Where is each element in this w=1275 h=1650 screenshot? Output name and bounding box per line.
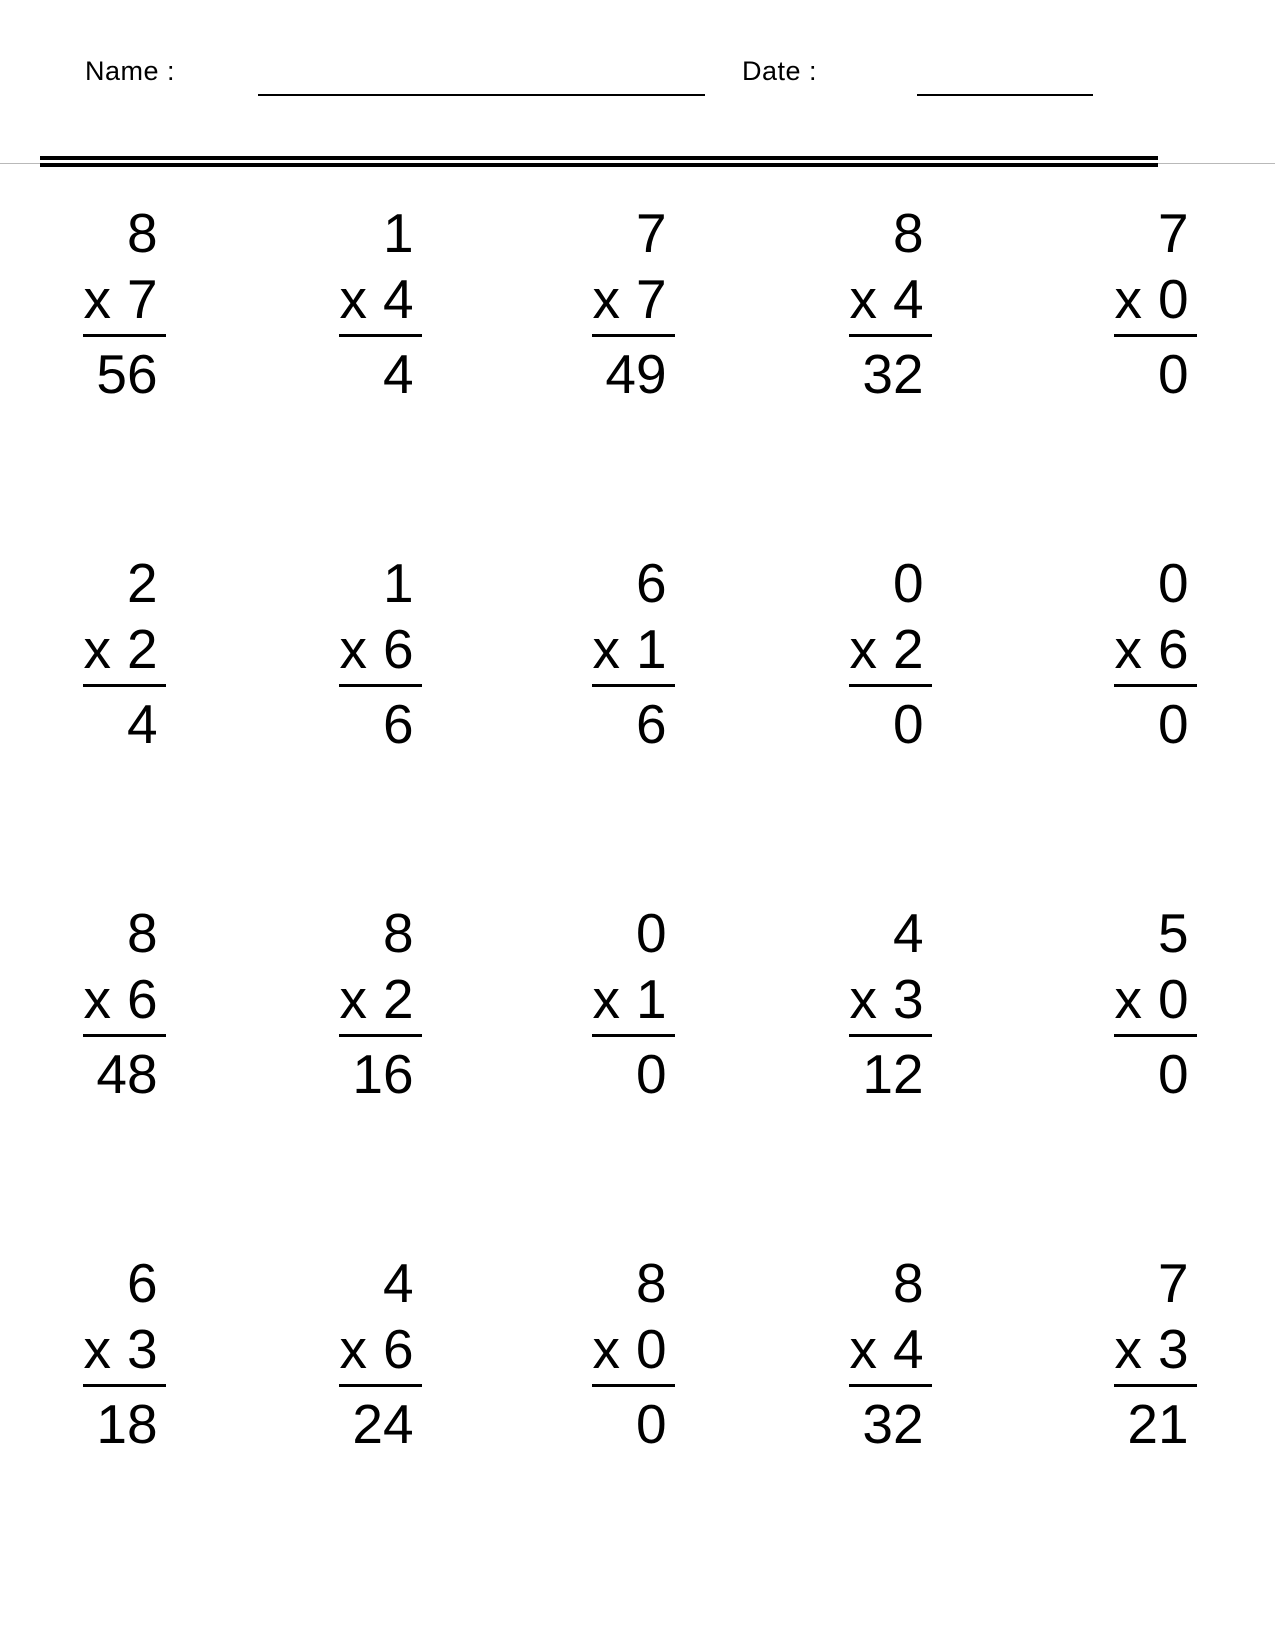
- problem-cell: [0, 900, 255, 1250]
- problem-cell: [1020, 200, 1275, 550]
- operator-and-multiplier: [1114, 966, 1196, 1037]
- operator-and-multiplier: [849, 966, 931, 1037]
- multiplication-problem: [592, 550, 674, 757]
- multiplier: 0: [1157, 268, 1189, 330]
- multiply-operator-icon: x: [592, 618, 620, 680]
- multiplier: 3: [126, 1318, 158, 1380]
- multiplicand: 7: [1157, 1252, 1189, 1314]
- multiplication-problem: [592, 200, 674, 407]
- operator-and-multiplier: [592, 966, 674, 1037]
- multiplication-problem: [83, 900, 165, 1107]
- product-answer[interactable]: 56: [96, 343, 158, 405]
- product-answer[interactable]: 0: [1157, 343, 1189, 405]
- problem-cell: [510, 200, 765, 550]
- problem-row: [0, 200, 1275, 550]
- date-label: Date :: [742, 56, 818, 86]
- multiplier: 3: [892, 968, 924, 1030]
- multiplier: 6: [126, 968, 158, 1030]
- multiplier: 1: [635, 968, 667, 1030]
- multiplicand: 4: [382, 1252, 414, 1314]
- product-answer[interactable]: 12: [862, 1043, 924, 1105]
- problem-cell: [255, 200, 510, 550]
- problem-cell: [510, 550, 765, 900]
- multiplicand: 8: [892, 1252, 924, 1314]
- multiply-operator-icon: x: [849, 968, 877, 1030]
- multiplication-problem: [83, 550, 165, 757]
- multiply-operator-icon: x: [1114, 968, 1142, 1030]
- header-divider: [0, 152, 1275, 176]
- multiplication-problem: [1114, 900, 1196, 1107]
- multiplicand: 1: [382, 202, 414, 264]
- multiply-operator-icon: x: [339, 268, 367, 330]
- multiplicand: 0: [635, 902, 667, 964]
- operator-and-multiplier: [83, 966, 165, 1037]
- multiplier: 2: [126, 618, 158, 680]
- operator-and-multiplier: [83, 616, 165, 687]
- multiplication-problem: [849, 900, 931, 1107]
- multiplicand: 0: [1157, 552, 1189, 614]
- product-answer[interactable]: 24: [352, 1393, 414, 1455]
- multiply-operator-icon: x: [339, 1318, 367, 1380]
- multiply-operator-icon: x: [849, 1318, 877, 1380]
- problem-row: [0, 550, 1275, 900]
- problem-cell: [255, 1250, 510, 1600]
- problem-cell: [765, 550, 1020, 900]
- product-answer[interactable]: 0: [892, 693, 924, 755]
- multiply-operator-icon: x: [1114, 1318, 1142, 1380]
- multiplicand: 1: [382, 552, 414, 614]
- product-answer[interactable]: 49: [605, 343, 667, 405]
- date-write-line[interactable]: [917, 94, 1093, 96]
- name-write-line[interactable]: [258, 94, 705, 96]
- multiplicand: 8: [126, 902, 158, 964]
- multiplicand: 8: [892, 202, 924, 264]
- problem-cell: [1020, 900, 1275, 1250]
- multiply-operator-icon: x: [849, 618, 877, 680]
- multiplication-problem: [83, 1250, 165, 1457]
- multiply-operator-icon: x: [339, 618, 367, 680]
- operator-and-multiplier: [592, 616, 674, 687]
- product-answer[interactable]: 21: [1127, 1393, 1189, 1455]
- product-answer[interactable]: 6: [382, 693, 414, 755]
- operator-and-multiplier: [592, 1316, 674, 1387]
- problem-cell: [1020, 550, 1275, 900]
- multiplier: 4: [892, 268, 924, 330]
- multiplication-problem: [339, 200, 421, 407]
- product-answer[interactable]: 32: [862, 343, 924, 405]
- multiplicand: 6: [126, 1252, 158, 1314]
- problem-cell: [510, 900, 765, 1250]
- problem-cell: [1020, 1250, 1275, 1600]
- multiplier: 3: [1157, 1318, 1189, 1380]
- multiply-operator-icon: x: [1114, 268, 1142, 330]
- multiplicand: 7: [1157, 202, 1189, 264]
- operator-and-multiplier: [1114, 616, 1196, 687]
- multiplicand: 5: [1157, 902, 1189, 964]
- product-answer[interactable]: 32: [862, 1393, 924, 1455]
- multiplicand: 2: [126, 552, 158, 614]
- multiplicand: 0: [892, 552, 924, 614]
- multiplier: 2: [382, 968, 414, 1030]
- multiplication-problem: [592, 900, 674, 1107]
- multiplier: 7: [635, 268, 667, 330]
- multiplier: 2: [892, 618, 924, 680]
- operator-and-multiplier: [339, 616, 421, 687]
- multiplication-problem: [849, 200, 931, 407]
- problem-cell: [510, 1250, 765, 1600]
- problem-cell: [765, 200, 1020, 550]
- multiplicand: 8: [382, 902, 414, 964]
- product-answer[interactable]: 0: [1157, 693, 1189, 755]
- product-answer[interactable]: 4: [382, 343, 414, 405]
- product-answer[interactable]: 0: [635, 1393, 667, 1455]
- multiplier: 0: [1157, 968, 1189, 1030]
- problem-cell: [0, 200, 255, 550]
- multiplicand: 7: [635, 202, 667, 264]
- multiply-operator-icon: x: [83, 1318, 111, 1380]
- multiply-operator-icon: x: [83, 968, 111, 1030]
- operator-and-multiplier: [1114, 266, 1196, 337]
- multiply-operator-icon: x: [592, 968, 620, 1030]
- problem-cell: [765, 1250, 1020, 1600]
- problem-cell: [255, 900, 510, 1250]
- multiplication-problem: [592, 1250, 674, 1457]
- multiply-operator-icon: x: [592, 268, 620, 330]
- problem-cell: [765, 900, 1020, 1250]
- worksheet-header: [0, 56, 1275, 116]
- multiplication-problem: [849, 1250, 931, 1457]
- multiplication-problem: [339, 550, 421, 757]
- multiplicand: 8: [126, 202, 158, 264]
- multiplicand: 6: [635, 552, 667, 614]
- multiply-operator-icon: x: [83, 268, 111, 330]
- multiplicand: 4: [892, 902, 924, 964]
- multiplier: 6: [382, 1318, 414, 1380]
- multiply-operator-icon: x: [83, 618, 111, 680]
- multiplier: 1: [635, 618, 667, 680]
- multiplier: 7: [126, 268, 158, 330]
- operator-and-multiplier: [592, 266, 674, 337]
- operator-and-multiplier: [339, 1316, 421, 1387]
- problem-cell: [255, 550, 510, 900]
- operator-and-multiplier: [1114, 1316, 1196, 1387]
- multiplicand: 8: [635, 1252, 667, 1314]
- multiplier: 6: [382, 618, 414, 680]
- multiplier: 4: [382, 268, 414, 330]
- product-answer[interactable]: 6: [635, 693, 667, 755]
- problem-grid: [0, 200, 1275, 1600]
- problem-cell: [0, 550, 255, 900]
- operator-and-multiplier: [83, 266, 165, 337]
- multiplication-problem: [1114, 200, 1196, 407]
- divider-double-rule: [40, 156, 1158, 167]
- multiplier: 4: [892, 1318, 924, 1380]
- operator-and-multiplier: [83, 1316, 165, 1387]
- problem-row: [0, 900, 1275, 1250]
- product-answer[interactable]: 4: [126, 693, 158, 755]
- multiplier: 0: [635, 1318, 667, 1380]
- name-label: Name :: [85, 56, 176, 86]
- multiply-operator-icon: x: [849, 268, 877, 330]
- multiplication-problem: [339, 1250, 421, 1457]
- multiplication-problem: [849, 550, 931, 757]
- multiplication-problem: [83, 200, 165, 407]
- product-answer[interactable]: 0: [635, 1043, 667, 1105]
- operator-and-multiplier: [849, 1316, 931, 1387]
- multiplication-problem: [1114, 1250, 1196, 1457]
- multiply-operator-icon: x: [592, 1318, 620, 1380]
- problem-cell: [0, 1250, 255, 1600]
- product-answer[interactable]: 0: [1157, 1043, 1189, 1105]
- product-answer[interactable]: 16: [352, 1043, 414, 1105]
- multiplication-problem: [1114, 550, 1196, 757]
- problem-row: [0, 1250, 1275, 1600]
- operator-and-multiplier: [849, 266, 931, 337]
- operator-and-multiplier: [339, 266, 421, 337]
- multiply-operator-icon: x: [339, 968, 367, 1030]
- multiplication-problem: [339, 900, 421, 1107]
- operator-and-multiplier: [849, 616, 931, 687]
- multiply-operator-icon: x: [1114, 618, 1142, 680]
- product-answer[interactable]: 48: [96, 1043, 158, 1105]
- product-answer[interactable]: 18: [96, 1393, 158, 1455]
- multiplier: 6: [1157, 618, 1189, 680]
- operator-and-multiplier: [339, 966, 421, 1037]
